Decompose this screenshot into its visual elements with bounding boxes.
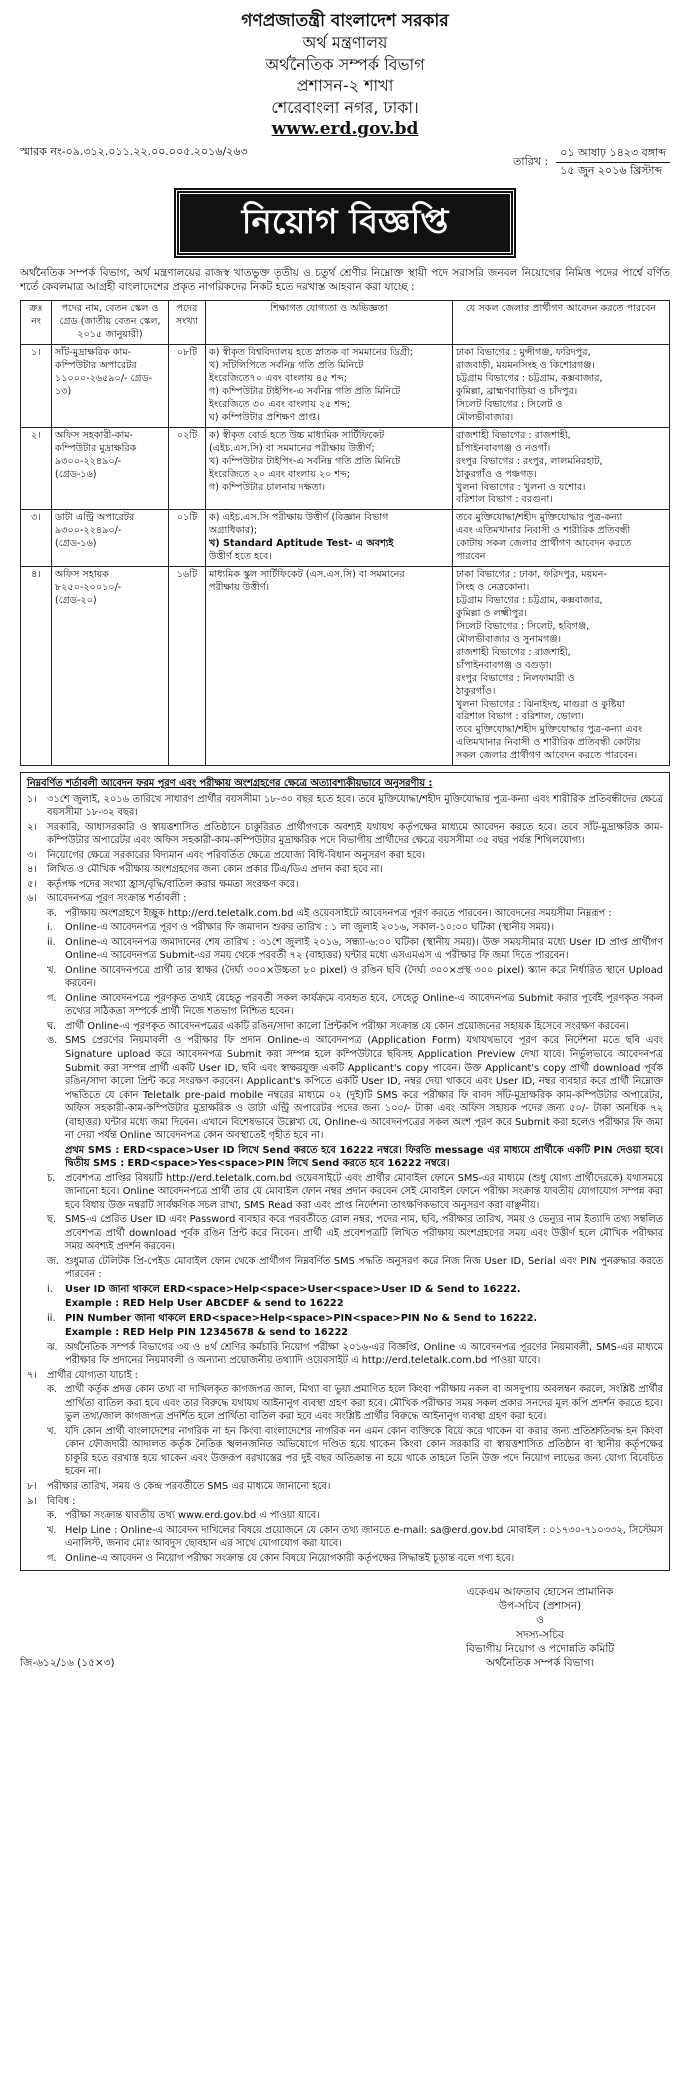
cell-serial: ১। [21,345,52,428]
condition-item [27,1480,663,1494]
condition-subitem-text: SMS-এ প্রেরিত User ID এবং Password ব্যবহার করে পরবর্তীতে রোল নম্বর, পদের নাম, ছবি, পরীক্ষার তারিখ, সময় ও ভেন্যুর নাম ইত্যাদি তথ্য সম্বলিত প্রবেশপত্র প্রার্থী download পূর্বক রঙিন প্রিন্ট করে নিবেন। প্রার্থী এই প্রবেশপত্রটি লিখিত পরীক্ষায় অংশগ্রহণের সময় এবং উত্তীর্ণ হলে মৌখিক পরীক্ষার সময় অবশ্যই প্রদর্শন করবেন। [65,1214,663,1253]
post-name-line: অফিস সহায়ক [55,569,109,581]
condition-item-number: ৪। [27,864,37,876]
col-qualification: শিক্ষাগত যোগ্যতা ও অভিজ্ঞতা [206,301,453,345]
district-line: রাজশাহী বিভাগের : রাজশাহী, [456,646,571,658]
conditions-heading: নিম্নবর্ণিত শর্তাবলী আবেদন ফরম পূরণ এবং পরীক্ষায় অংশগ্রহণের ক্ষেত্রে অত্যাবশ্যকীয়ভাবে অনুসরণীয় : [27,778,433,790]
cell-districts [453,510,670,567]
condition-subitem-text: প্রার্থী কর্তৃক প্রদত্ত কোন তথ্য বা দাখিলকৃত কাগজপত্র জাল, মিথ্যা বা ভুয়া প্রমাণিত হলে কিংবা পরীক্ষায় নকল বা অসদুপায় অবলম্বন করলে, সংশ্লিষ্ট প্রার্থীর প্রার্থিতা বাতিল করা হবে এবং তার বিরুদ্ধে যথাযথ আইনানুগ ব্যবস্থা গ্রহণ করা হবে। মৌখিক পরীক্ষার সময় সকল প্রকার সনদের মূল কপি প্রদর্শন করতে হবে। ভুল তথ্য/জাল কাগজপত্র প্রদর্শিত হলে প্রার্থিতা বাতিল করা হবে এবং সংশ্লিষ্ট প্রার্থীর বিরুদ্ধে আইনানুগ ব্যবস্থা গ্রহণ করা হবে। [65,1384,663,1423]
cell-post-count: ১৬টি [169,567,206,766]
memo-number: স্মারক নং-০৯.৩১২.০১১.২২.০০.০০৫.২০১৬/২৬৩ [20,145,248,159]
district-line: রাজবাড়ী, ময়মনসিংহ ও কিশোরগঞ্জ। [456,360,595,372]
condition-subitem-text: শুধুমাত্র টেলিটক প্রি-পেইড মোবাইল ফোন থেকে প্রার্থীগণ নিম্নবর্ণিত SMS পদ্ধতি অনুসরণ করে নিজ নিজ User ID, Serial এবং PIN পুনরুদ্ধার করতে পারবেন : [65,1255,663,1281]
condition-item-text: আবেদনপত্র পূরণ সংক্রান্ত শর্তাবলী : [47,893,187,905]
qualification-line: উত্তীর্ণ হতে হবে। [209,551,272,563]
post-name-line: ১৩) [55,385,72,397]
date-label: তারিখ : [513,155,549,169]
district-line: খুলনা বিভাগের : খুলনা ও যশোর। [456,481,586,493]
cell-serial: ২। [21,427,52,510]
qualification-line: ইংরেজিতে৭০ এবং বাংলায় ৪৫ শব্দ; [209,373,348,385]
condition-subitem-text: প্রথম SMS : ERD<space>User ID লিখে Send করতে হবে 16222 নম্বরে। ফিরতি message এর মাধ্যমে প্রার্থীকে একটি PIN দেওয়া হবে। দ্বিতীয় SMS : ERD<space>Yes<space>PIN লিখে Send করতে হবে 16222 নম্বরে। [65,1144,663,1170]
district-line: এতিমখানার নিবাসী ও শারীরিক প্রতিবন্ধী কোটায় [456,737,641,749]
post-name-line: ৮২৫০-২০০১০/- [55,582,122,594]
col-serial: ক্রঃ নং [21,301,52,345]
condition-item-number: ২। [27,821,37,833]
district-line: কোটায় সকল জেলার প্রার্থীগণ আবেদন করতে [456,538,632,550]
condition-subitem [47,1524,663,1551]
district-line: কুমিল্লা ও লক্ষ্মীপুর। [456,607,527,619]
district-line: মৌলভীবাজার ও সুনামগঞ্জ। [456,633,562,645]
district-line: বরিশাল বিভাগ : বরগুনা। [456,494,553,506]
govt-title: গণপ্রজাতন্ত্রী বাংলাদেশ সরকার [241,11,449,31]
condition-item [27,1495,663,1509]
condition-subitem-number: খ. [47,1524,57,1536]
condition-subitem-text: Example : RED Help User ABCDEF & send to 16222 [65,1298,344,1310]
condition-item-text: লিখিত ও মৌখিক পরীক্ষায় অংশগ্রহণের জন্য কোন প্রকার টিএ/ডিএ প্রদান করা হবে না। [47,864,383,876]
table-row [21,510,670,567]
qualification-line: মাধ্যমিক স্কুল সার্টিফিকেট (এস.এস.সি) বা সমমানের [209,569,405,581]
condition-subitem-number: ii. [47,1312,56,1324]
condition-subitem [47,1425,663,1479]
signatory-title: উপ-সচিব (প্রশাসন) [498,1600,582,1613]
table-header-row [21,301,670,345]
date-english: ১৫ জুন ২০১৬ খ্রিস্টাব্দ [560,164,663,178]
condition-item [27,849,663,863]
condition-subitem [47,1144,663,1171]
condition-subitem-number: ঝ. [47,1341,58,1353]
district-line: খুলনা বিভাগের : ঝিনাইদহ, মাগুরা ও কুষ্টিয়া [456,698,625,710]
cell-serial: ৩। [21,510,52,567]
condition-subitem-text: পরীক্ষা সংক্রান্ত যাবতীয় তথ্য www.erd.gov.bd এ পাওয়া যাবে। [65,1510,320,1522]
condition-subitem-number: ক. [47,1384,57,1396]
district-line: তবে মুক্তিযোদ্ধা/শহীদ মুক্তিযোদ্ধার পুত্র-কন্যা [456,512,623,524]
condition-item [27,821,663,848]
condition-subitem [47,1312,663,1326]
condition-item-text: বিবিধ : [47,1495,76,1507]
condition-subitem-text: Example : RED Help PIN 12345678 & send to 16222 [65,1327,349,1339]
cell-post-name [52,510,169,567]
branch-name: প্রশাসন-২ শাখা [296,76,394,96]
signature-block [20,1585,670,1670]
condition-subitem [47,964,663,991]
col-districts: যে সকল জেলার প্রার্থীগণ আবেদন করতে পারবেন [453,301,670,345]
condition-item-text: ৩১শে জুলাই, ২০১৬ তারিখে সাধারণ প্রার্থীর বয়সসীমা ১৮-৩০ বছর হতে হবে। তবে মুক্তিযোদ্ধা/শহীদ মুক্তিযোদ্ধার পুত্র-কন্যা এবং শারীরিক প্রতিবন্ধীদের ক্ষেত্রে বয়সসীমা ১৮-৩২ বছর। [47,793,663,819]
condition-subitem [47,1255,663,1282]
district-line: রাজশাহী বিভাগের : রাজশাহী, [456,429,571,441]
district-line: তবে মুক্তিযোদ্ধা/শহীদ মুক্তিযোদ্ধার পুত্র-কন্যা এবং [456,724,643,736]
notice-banner: নিয়োগ বিজ্ঞপ্তি [176,190,514,256]
district-line: ঢাকা বিভাগের : ঢাকা, ফরিদপুর, ময়মন- [456,569,607,581]
condition-subitem-number: গ. [47,992,57,1004]
post-name-line: অফিস সহকারী-কাম- [55,429,134,441]
district-line: চাঁপাইনবাবগঞ্জ ও বগুড়া। [456,659,552,671]
footer-code: জি-৬১২/১৬ (১৫×৩) [20,1656,115,1669]
posts-table [20,300,670,766]
condition-item-text: পরীক্ষার তারিখ, সময় ও কেন্দ্র পরবর্তীতে SMS এর মাধ্যমে জানানো হবে। [47,1480,331,1492]
cell-post-name [52,567,169,766]
condition-subitem-text: Help Line : Online-এ আবেদন দাখিলের বিষয়ে প্রয়োজনে যে কোন তথ্য জানতে e-mail: sa@erd.gov.bd মোবাইল : ০১৭৩০-৭১০৩৩২, সিস্টেমস এনালিস্ট, জনাব মোঃ আবদুস ছোবহান এর সাথে যোগাযোগ করা যাবে। [65,1524,663,1550]
condition-subitem-number [47,1326,65,1340]
condition-subitem-number: ii. [47,936,56,948]
qualification-line: ইংরেজিতে ২০ এবং বাংলায় ২০ শব্দ; [209,468,351,480]
district-line: সিলেট বিভাগের : সিলেট ও [456,398,563,410]
condition-subitem [47,936,663,963]
condition-item [27,863,663,877]
post-name-line: ১১০০০-২৬৫৯০/- গ্রেড- [55,373,153,385]
condition-item-number: ১। [27,793,37,805]
condition-subitem-number: ক. [47,1510,57,1522]
district-line: চাঁপাইনবাবগঞ্জ ও নওগাঁ। [456,442,551,454]
qualification-line: ঘ) কম্পিউটার প্রশিক্ষণ প্রাপ্ত। [209,411,320,423]
condition-subitem-text: User ID জানা থাকলে ERD<space>Help<space>User<space>User ID & Send to 16222. [65,1283,521,1295]
cell-qualification [206,345,453,428]
condition-subitem-text: SMS প্রেরণের নিয়মাবলী ও পরীক্ষার ফি প্রদান Online-এ আবেদনপত্র (Application Form) যথাযথভাবে পূরণ করে নির্দেশনা মতে ছবি এবং Signature upload করে আবেদনপত্র Submit করা সম্পন্ন হলে কম্পিউটারে ছবিসহ Application Preview দেখা যাবে। নির্ভুলভাবে আবেদনপত্র Submit করা সম্পন্ন প্রার্থী একটি User ID, ছবি এবং স্বাক্ষরযুক্ত একটি Applicant's copy পাবেন। উক্ত Applicant's copy প্রার্থী download পূর্বক রঙিন/সাদা কালো প্রিন্ট করে সংরক্ষণ করবেন। Applicant's কপিতে একটি User ID, নম্বর দেয়া থাকবে এবং User ID, নম্বর ব্যবহার করে প্রার্থী নিম্নোক্ত পদ্ধতিতে যে কোন Teletalk pre-paid mobile নম্বরের মাধ্যমে ০২ (দুই)টি SMS করে পরীক্ষার ফি বাবদ সাঁট-মুদ্রাক্ষরিক কাম-কম্পিউটার অপারেটর, অফিস সহকারী-কাম-কম্পিউটার মুদ্রাক্ষরিক ও ডাটা এন্ট্রি অপারেটর পদের জন্য ১০০/- টাকা এবং অফিস সহায়ক পদের জন্য ৫০/- টাকা অনধিক ৭২ (বাহাত্তর) ঘন্টার মধ্যে জমা দিবেন। এখানে বিশেষভাবে উল্লেখ্য যে, Online-এ আবেদনপত্রের সকল অংশ পূরণ করে Submit করা হলেও পরীক্ষার ফি জমা না দেয়া পর্যন্ত Online আবেদনপত্র কোন অবস্থাতেই গৃহীত হবে না। [65,1035,663,1142]
intro-paragraph: অর্থনৈতিক সম্পর্ক বিভাগ, অর্থ মন্ত্রণালয়ের রাজস্ব খাতভুক্ত তৃতীয় ও চতুর্থ শ্রেণীর নিম্নোক্ত স্থায়ী পদে সরাসরি জনবল নিয়োগের নিমিত্ত পদের পার্শ্বে বর্ণিত শর্তে কেবলমাত্র আগ্রহী বাংলাদেশের প্রকৃত নাগরিকদের নিকট হতে দরখাস্ত আহবান করা যাচ্ছে : [20,266,670,294]
condition-subitem-text: যদি কোন প্রার্থী বাংলাদেশের নাগরিক না হন কিংবা বাংলাদেশের নাগরিক নন এমন কোন ব্যক্তিকে বিয়ে করে থাকেন বা করার জন্য প্রতিশ্রুতিবদ্ধ হন কিংবা কোন ফৌজদারী আদালত কর্তৃক নৈতিক স্খলনজনিত অভিযোগে দণ্ডিত হয়ে থাকেন কিংবা কোন সরকারি বা স্বায়ত্তশাসিত প্রতিষ্ঠান বা স্থানীয় কর্তৃপক্ষের চাকুরি হতে বরখাস্ত হয়ে থাকেন এবং উক্তরূপ বরখাস্তের পর দুই বছর অতিক্রান্ত না হয়ে থাকে তাহলে তিনি উক্ত পদে নিয়োগ লাভের জন্য যোগ্য বিবেচিত হবেন না। [65,1425,663,1478]
condition-item-text: সরকারি, আধাসরকারি ও স্বায়ত্তশাসিত প্রতিষ্ঠানে চাকুরিরত প্রার্থীগণকে অবশ্যই যথাযথ কর্তৃপক্ষের মাধ্যমে আবেদন করতে হবে। তবে সাঁট-মুদ্রাক্ষরিক কাম-কম্পিউটার অপারেটর এবং অফিস সহকারী-কাম-কম্পিউটার মুদ্রাক্ষরিক পদে বিভাগীয় প্রার্থীদের ক্ষেত্রে বয়সসীমা ৩৫ বছর পর্যন্ত শিথিলযোগ্য। [47,821,663,847]
website-link[interactable]: www.erd.gov.bd [271,119,419,140]
cell-districts [453,427,670,510]
condition-item-number: ৩। [27,849,37,861]
condition-subitem-text: PIN Number জানা থাকলে ERD<space>Help<space>PIN<space>PIN No & Send to 16222. [65,1312,538,1324]
condition-subitem [47,1509,663,1523]
reference-row [20,145,670,180]
condition-subitem-text: অর্থনৈতিক সম্পর্ক বিভাগের ৩য় ও ৪র্থ শ্রেণির কর্মচারি নিয়োগ পরীক্ষা ২০১৬-এর বিজ্ঞপ্তি, Online এ আবেদনপত্র পূরণের নিয়মাবলী, SMS-এর মাধ্যমে পরীক্ষার ফি প্রদানের নিয়মাবলী ও অন্যান্য প্রয়োজনীয় তথ্যাদি ওয়েবসাইট এ http://erd.teletalk.com.bd পাওয়া যাবে। [65,1341,663,1367]
post-name-line: ৯৩০০-২২৪৯০/- [55,525,122,537]
qualification-line: ক) স্বীকৃত বিশ্ববিদ্যালয় হতে স্নাতক বা সমমানের ডিগ্রী; [209,347,413,359]
header [20,10,670,141]
condition-subitem-text: Online-এ আবেদনপত্র পূরণ ও পরীক্ষার ফি জমাদান শুরুর তারিখ : ১ লা জুলাই ২০১৬, সকাল-১০:০০ ঘটিকা (স্থানীয় সময়)। [65,922,554,934]
condition-subitem [47,1341,663,1368]
signatory-role: সদস্য-সচিব [516,1628,564,1641]
condition-subitem-number: i. [47,1283,53,1295]
qualification-line: ক) এইচ.এস.সি পরীক্ষায় উত্তীর্ণ (বিজ্ঞান বিভাগ [209,512,389,524]
condition-item [27,878,663,892]
condition-subitem-text: Online আবেদনপত্রে পূরণকৃত তথ্যই যেহেতু পরবর্তী সকল কার্যক্রমে ব্যবহৃত হবে, সেহেতু Online-এ আবেদনপত্র Submit করার পূর্বেই পূরণকৃত সকল তথ্যের সঠিকতা সম্পর্কে প্রার্থী নিজে শতভাগ নিশ্চিত হবেন। [65,992,663,1018]
condition-subitem-number: ঙ. [47,1035,58,1047]
condition-subitem-text: Online-এ আবেদনপত্র জমাদানের শেষ তারিখ : ৩১শে জুলাই ২০১৬, সন্ধ্যা-৬:০০ ঘটিকা (স্থানীয় সময়)। উক্ত সময়সীমার মধ্যে User ID প্রাপ্ত প্রার্থীগণ Online-এ আবেদনপত্র Submit-এর সময় থেকে পরবর্তী ৭২ (বাহাত্তর) ঘন্টার মধ্যে এসএমএস এ পরীক্ষার ফি জমা দিতে পারবেন। [65,936,663,962]
condition-item-number: ৬। [27,893,37,905]
signatory-name: একেএম আফতাব হোসেন প্রামানিক [466,1586,614,1599]
district-line: ঢাকা বিভাগের : মুন্সীগঞ্জ, ফরিদপুর, [456,347,591,359]
cell-post-count: ০৮টি [169,345,206,428]
cell-post-name [52,427,169,510]
signatory-committee: বিভাগীয় নিয়োগ ও পদোন্নতি কমিটি [465,1642,615,1655]
notice-page [10,0,680,1670]
post-name-line: (গ্রেড-১৬) [55,538,97,550]
district-line: মৌলভীবাজার। [456,411,514,423]
condition-subitem [47,907,663,921]
signatory-amp: ও [536,1614,544,1627]
col-post-count: পদের সংখ্যা [169,301,206,345]
post-name-line: (গ্রেড-১৬) [55,468,97,480]
conditions-box [20,772,670,1571]
condition-item-text: কর্তৃপক্ষ পদের সংখ্যা হ্রাস/বৃদ্ধি/বাতিল করার ক্ষমতা সংরক্ষণ করে। [47,878,299,890]
district-line: চট্টগ্রাম বিভাগের : চট্টগ্রাম, কক্সবাজার, [456,595,603,607]
condition-subitem-number: খ. [47,1425,57,1437]
date-bangla: ০১ আষাঢ় ১৪২৩ বঙ্গাব্দ [556,145,670,163]
condition-item [27,892,663,906]
cell-serial: ৪। [21,567,52,766]
cell-post-count: ০২টি [169,427,206,510]
condition-item [27,1369,663,1383]
qualification-line: (এইচ.এস.সি) বা সমমানের পরীক্ষায় উত্তীর্ণ; [209,442,375,454]
district-line: রংপুর বিভাগের : রংপুর, লালমনিরহাট, [456,455,603,467]
condition-subitem-number [47,1144,65,1171]
district-line: ঠাকুরগাঁও। [456,685,496,697]
table-row [21,345,670,428]
condition-subitem [47,1326,663,1340]
qualification-line: ক) স্বীকৃত বোর্ড হতে উচ্চ মাধ্যমিক সার্টিফিকেট [209,429,385,441]
post-name-line: সাঁট-মুদ্রাক্ষরিক কাম- [55,347,132,359]
condition-subitem-number: ক. [47,907,57,919]
condition-subitem-number [47,1297,65,1311]
condition-subitem-number: ছ. [47,1214,57,1226]
col-post-name: পদের নাম, বেতন স্কেল ও গ্রেড (জাতীয় বেতন স্কেল, ২০১৫ জানুয়ারী) [52,301,169,345]
condition-subitem [47,1552,663,1566]
qualification-line: খ) সাঁটলিপিতে সর্বনিম্ন গতি প্রতি মিনিটে [209,360,364,372]
condition-item-number: ৫। [27,878,37,890]
cell-post-count: ০১টি [169,510,206,567]
qualification-line: অগ্রাধিকার); [209,525,258,537]
condition-item-number: ৭। [27,1369,37,1381]
condition-subitem-number: i. [47,922,53,934]
district-line: চট্টগ্রাম বিভাগের : চট্টগ্রাম, কক্সবাজার, [456,373,603,385]
address: শেরেবাংলা নগর, ঢাকা। [271,97,419,117]
qualification-line: গ) কম্পিউটার টাইপিং-এ সর্বনিম্ন গতি প্রতি মিনিটে [209,385,401,397]
table-row [21,567,670,766]
condition-subitem [47,1172,663,1213]
district-line: রংপুর বিভাগের : নিলফামারী ও [456,672,575,684]
district-line: পারবেন [456,551,486,563]
district-line: কুমিল্লা, ব্রাহ্মণবাড়িয়া ও চাঁদপুর। [456,385,578,397]
condition-subitem [47,921,663,935]
condition-subitem-number: জ. [47,1255,59,1267]
condition-subitem-number: ঘ. [47,1020,57,1032]
qualification-line: খ) Standard Aptitude Test- এ অবশ্যই [209,538,394,550]
condition-subitem [47,1020,663,1034]
district-line: এবং এতিমখানার নিবাসী ও শারীরিক প্রতিবন্ধী [456,525,631,537]
qualification-line: ইংরেজিতে ৩০ এবং বাংলায় ২৫ শব্দ; [209,398,351,410]
cell-districts [453,567,670,766]
division-name: অর্থনৈতিক সম্পর্ক বিভাগ [265,54,425,74]
post-name-line: কম্পিউটার মুদ্রাক্ষরিক [55,442,137,454]
date-block [513,145,670,180]
cell-districts [453,345,670,428]
condition-item [27,793,663,820]
condition-subitem-number: খ. [47,964,57,976]
district-line: বরিশাল বিভাগ : বরিশাল, ভোলা। [456,711,584,723]
condition-subitem [47,1034,663,1142]
district-line: সিংহ ও নেত্রকোনা। [456,582,530,594]
cell-qualification [206,510,453,567]
district-line: ঠাকুরগাঁও ও পঞ্চগড়। [456,468,537,480]
signatory-division: অর্থনৈতিক সম্পর্ক বিভাগ। [485,1656,595,1669]
cell-qualification [206,427,453,510]
district-line: সিলেট বিভাগের : সিলেট, হবিগঞ্জ, [456,620,590,632]
post-name-line: কম্পিউটার অপারেটর [55,360,137,372]
condition-subitem-number: চ. [47,1172,56,1184]
condition-subitem-text: Online-এ আবেদন ও নিয়োগ পরীক্ষা সংক্রান্ত যে কোন বিষয়ে নিয়োগকারী কর্তৃপক্ষের সিদ্ধান্তই চূড়ান্ত বলে গণ্য হবে। [65,1552,515,1564]
cell-qualification [206,567,453,766]
post-name-line: ডাটা এন্ট্রি অপারেটর [55,512,135,524]
district-line: সকল জেলার প্রার্থীগণ আবেদন করতে পারবেন। [456,750,638,762]
ministry-name: অর্থ মন্ত্রণালয় [302,33,388,53]
condition-item-text: প্রার্থীর যোগ্যতা যাচাই : [47,1369,138,1381]
condition-item-text: নিয়োগের ক্ষেত্রে সরকারের বিদ্যমান এবং পরিবর্তিত ক্ষেত্রে প্রযোজ্য বিধি-বিধান অনুসরণ করা হবে। [47,849,425,861]
condition-item-number: ৯। [27,1495,37,1507]
condition-subitem-text: প্রার্থী Online-এ পূরণকৃত আবেদনপত্রের একটি রঙিন/সাদা কালো প্রিন্টকপি পরীক্ষা সংক্রান্ত যে কোন প্রয়োজনের সহায়ক হিসেবে সংরক্ষণ করবেন। [65,1020,629,1032]
qualification-line: খ) কম্পিউটার টাইপিং-এ সর্বনিম্ন গতি প্রতি মিনিটে [209,455,401,467]
condition-subitem-text: Online আবেদনপত্রে প্রার্থী তার স্বাক্ষর (দৈর্ঘ্য ৩০০×উচ্চতা ৮০ pixel) ও রঙিন ছবি (দৈর্ঘ্য ৩০০×প্রস্থ ৩০০ pixel) স্ক্যান করে নির্ধারিত স্থানে Upload করবেন। [65,964,663,990]
qualification-line: গ) কম্পিউটার চালনায় দক্ষতা। [209,481,326,493]
cell-post-name [52,345,169,428]
condition-subitem [47,992,663,1019]
condition-item-number: ৮। [27,1480,37,1492]
qualification-line: পরীক্ষায় উত্তীর্ণ। [209,582,270,594]
post-name-line: ৯৩০০-২২৪৯০/- [55,455,122,467]
condition-subitem [47,1297,663,1311]
condition-subitem-text: পরীক্ষায় অংশগ্রহণে ইচ্ছুক http://erd.teletalk.com.bd এই ওয়েবসাইটে আবেদনপত্র পূরণ করতে পারবেন। আবেদনের সময়সীমা নিম্নরূপ : [65,907,612,919]
table-row [21,427,670,510]
condition-subitem [47,1213,663,1254]
condition-subitem [47,1383,663,1424]
condition-subitem [47,1283,663,1297]
condition-subitem-number: গ. [47,1552,57,1564]
post-name-line: (গ্রেড-২০) [55,595,97,607]
condition-subitem-text: প্রবেশপত্র প্রাপ্তির বিষয়টি http://erd.teletalk.com.bd ওয়েবসাইটে এবং প্রার্থীর মোবাইল ফোনে SMS-এর মাধ্যমে (শুধু যোগ্য প্রার্থীদেরকে) যথাসময়ে জানানো হবে। Online আবেদনপত্রে প্রার্থী তার যে মোবাইল ফোন নম্বর প্রদান করবেন সেই মোবাইল ফোনে পরীক্ষা সংক্রান্ত যাবতীয় যোগাযোগ সম্পন্ন করা হবে বিধায় উক্ত নম্বরটি সার্বক্ষণিক সচল রাখা, SMS Read করা এবং প্রাপ্ত নির্দেশনা তাৎক্ষণিকভাবে অনুসরণ করা বাঞ্ছনীয়। [65,1172,663,1211]
